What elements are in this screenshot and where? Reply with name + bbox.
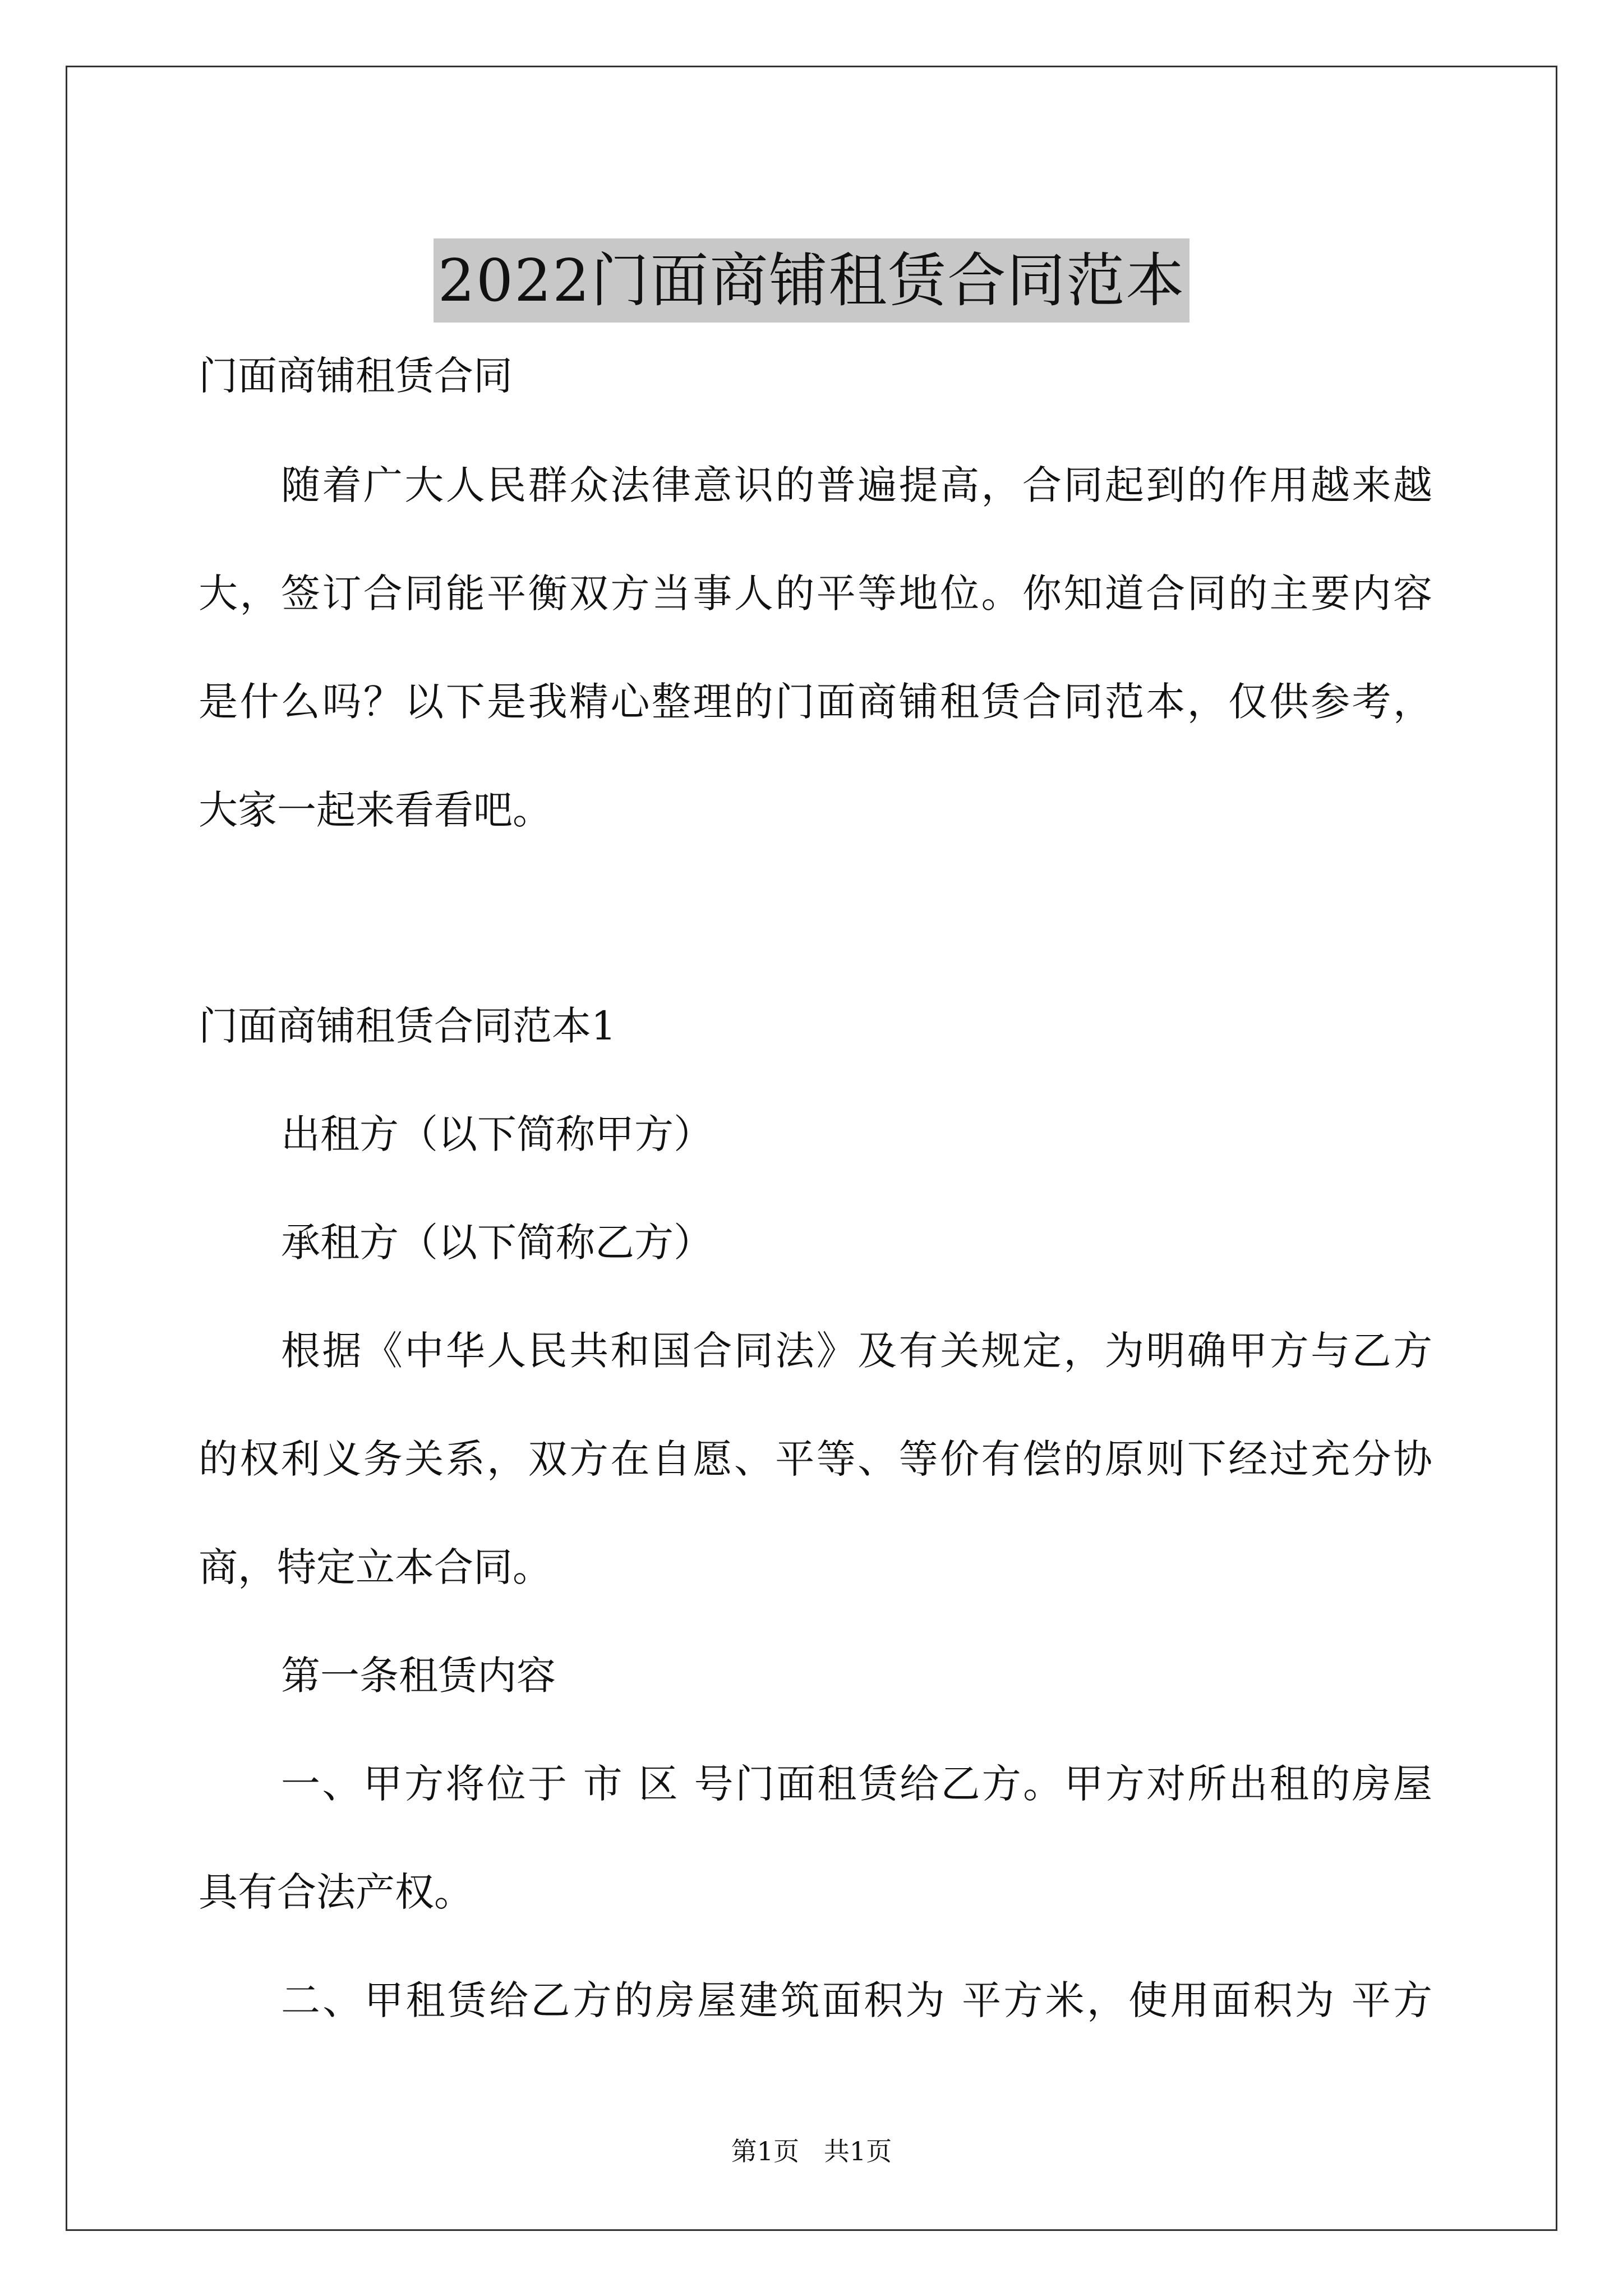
intro-line-1: 随着广大人民群众法律意识的普遍提高，合同起到的作用越来越: [281, 462, 1432, 508]
heading-contract: 门面商铺租赁合同: [199, 353, 513, 399]
lessor-line: 出租方（以下简称甲方）: [281, 1111, 713, 1157]
intro-line-4: 大家一起来看看吧。: [199, 787, 552, 833]
item2-line-1: 二、甲租赁给乙方的房屋建筑面积为 平方米，使用面积为 平方: [281, 1977, 1432, 2023]
intro-line-2: 大，签订合同能平衡双方当事人的平等地位。你知道合同的主要内容: [199, 570, 1432, 616]
basis-line-1: 根据《中华人民共和国合同法》及有关规定，为明确甲方与乙方: [281, 1328, 1432, 1374]
document-title: 2022门面商铺租赁合同范本: [434, 238, 1190, 323]
heading-template-1: 门面商铺租赁合同范本1: [199, 1003, 616, 1049]
lessee-line: 承租方（以下简称乙方）: [281, 1220, 713, 1266]
article1-title: 第一条租赁内容: [281, 1653, 556, 1699]
item1-line-1: 一、甲方将位于 市 区 号门面租赁给乙方。甲方对所出租的房屋: [281, 1761, 1432, 1807]
page-footer: 第1页 共1页: [731, 2136, 892, 2166]
title-container: [0, 199, 1623, 361]
item1-line-2: 具有合法产权。: [199, 1869, 473, 1915]
basis-line-3: 商，特定立本合同。: [199, 1544, 552, 1590]
basis-line-2: 的权利义务关系，双方在自愿、平等、等价有偿的原则下经过充分协: [199, 1436, 1432, 1482]
intro-line-3: 是什么吗？以下是我精心整理的门面商铺租赁合同范本，仅供参考，: [199, 679, 1432, 725]
